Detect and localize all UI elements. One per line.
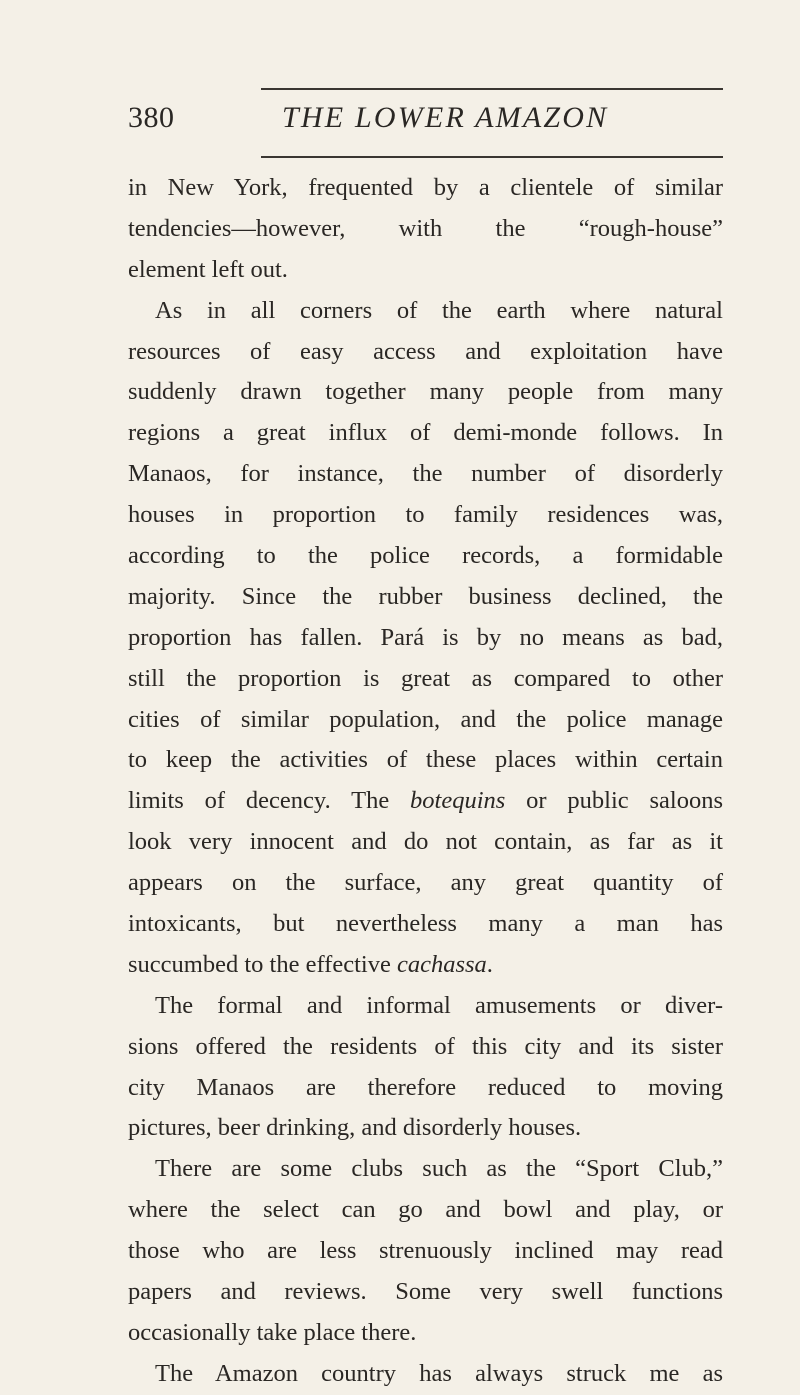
text-segment: . [486, 950, 493, 978]
text-line: city Manaos are therefore reduced to moving [128, 1073, 723, 1101]
running-head: THE LOWER AMAZON [282, 101, 609, 134]
text-line: occasionally take place there. [128, 1318, 417, 1346]
text-line: intoxicants, but nevertheless many a man has [128, 910, 723, 938]
text-line: There are some clubs such as the “Sport Club,” [155, 1155, 723, 1183]
text-line: Manaos, for instance, the number of disorderly [128, 460, 723, 488]
text-line: resources of easy access and exploitation have [128, 337, 723, 365]
text-line: in New York, frequented by a clientele of similar [128, 174, 723, 201]
header-rule-top [261, 88, 723, 90]
italic-term: cachassa [396, 950, 487, 978]
text-line: houses in proportion to family residences was, [128, 501, 723, 529]
text-segment: limits of decency. The [128, 787, 411, 815]
italic-term: botequins [410, 787, 506, 815]
text-line: majority. Since the rubber business declined, the [128, 582, 723, 610]
text-line: papers and reviews. Some very swell functions [128, 1278, 723, 1306]
text-line: look very innocent and do not contain, as far as it [128, 828, 723, 856]
text-line: where the select can go and bowl and play, or [128, 1196, 723, 1224]
text-line: tendencies—however, with the “rough-house” [128, 214, 723, 242]
body-text [128, 168, 723, 1395]
text-line: pictures, beer drinking, and disorderly houses. [128, 1114, 582, 1142]
page-number: 380 [128, 101, 175, 134]
text-line: cities of similar population, and the police manage [128, 705, 723, 733]
text-line: those who are less strenuously inclined may read [128, 1237, 723, 1265]
text-segment: succumbed to the effective [128, 950, 397, 978]
text-line: suddenly drawn together many people from many [128, 378, 723, 406]
text-line: still the proportion is great as compared to other [128, 664, 723, 692]
text-line: As in all corners of the earth where natural [155, 296, 723, 324]
text-line: to keep the activities of these places within certain [128, 746, 723, 774]
text-line: The formal and informal amusements or diver- [155, 991, 723, 1019]
text-line: The Amazon country has always struck me as [155, 1359, 723, 1387]
text-line: sions offered the residents of this city and its sister [128, 1032, 723, 1060]
text-line: appears on the surface, any great quantity of [128, 869, 723, 897]
text-line: element left out. [128, 255, 288, 283]
text-line [128, 945, 723, 986]
text-line: proportion has fallen. Pará is by no means as bad, [128, 623, 723, 651]
text-line [128, 781, 723, 822]
header-rule-bottom [261, 156, 723, 158]
text-line: regions a great influx of demi-monde follows. In [128, 419, 723, 447]
text-segment: or public saloons [505, 787, 723, 815]
text-line: according to the police records, a formidable [128, 542, 723, 570]
